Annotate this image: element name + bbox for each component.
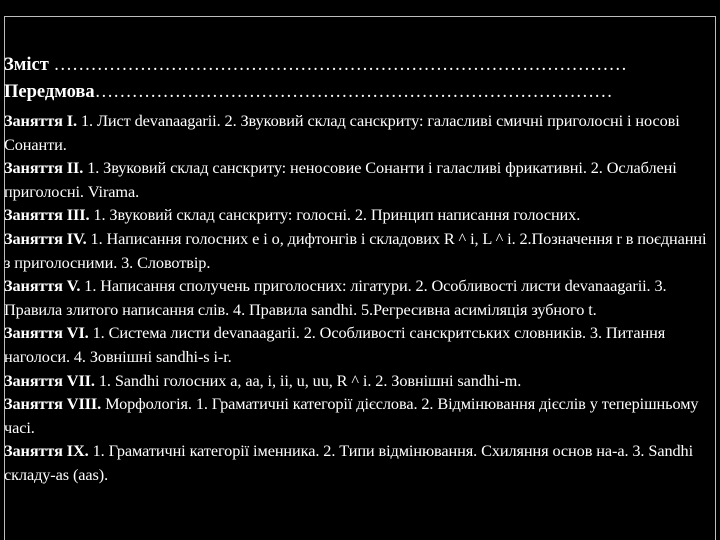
lesson-5-label: Заняття V.	[4, 276, 81, 296]
toc-contents-label: Зміст	[4, 55, 49, 75]
lesson-7	[4, 369, 710, 393]
lesson-6-text: 1. Система листи devanaagarii. 2. Особливості санскритських словників. 3. Питання наголоси. 4. Зовнішні sandhi-s і-r.	[4, 323, 666, 366]
lesson-6	[4, 321, 710, 368]
lesson-5-text: 1. Написання сполучень приголосних: лігатури. 2. Особливості листи devanaagarii. 3. Правила злитого написання слів. 4. Правила sandhi. 5.Регресивна асиміляція зубного t.	[4, 276, 667, 319]
table-of-contents	[4, 52, 710, 487]
lesson-2-text: 1. Звуковий склад санскриту: неносовие Сонанти і галасливі фрикативні. 2. Ослаблені приголосні. Virama.	[4, 158, 677, 201]
lesson-2	[4, 156, 710, 203]
lesson-8-text: Морфологія. 1. Граматичні категорії дієслова. 2. Відмінювання дієслів у теперішньому часі.	[4, 394, 699, 437]
lesson-3-label: Заняття ІІІ.	[4, 205, 90, 225]
lesson-8	[4, 392, 710, 439]
lesson-1	[4, 109, 710, 156]
lesson-9-label: Заняття IX.	[4, 441, 89, 461]
lesson-4-text: 1. Написання голосних е і о, дифтонгів і складових R ^ i, L ^ i. 2.Позначення r в поєднанні з приголосними. 3. Словотвір.	[4, 228, 707, 272]
lesson-6-label: Заняття VI.	[4, 323, 89, 343]
lesson-9	[4, 439, 710, 486]
lesson-3	[4, 203, 710, 227]
lesson-4	[4, 227, 710, 274]
lesson-7-label: Заняття VII.	[4, 370, 95, 390]
lesson-7-text: 1. Sandhi голосних a, aa, i, ii, u, uu, R ^ i. 2. Зовнішні sandhi-m.	[94, 370, 522, 390]
lesson-2-label: Заняття ІІ.	[4, 158, 84, 178]
lesson-5	[4, 274, 710, 321]
lesson-1-label: Заняття І.	[4, 111, 77, 130]
toc-contents-dots: …………………………………………………………………………………	[48, 55, 627, 75]
toc-preface-dots: …………………………………………………………………………	[94, 82, 613, 102]
lesson-1-text: 1. Лист devanaagarii. 2. Звуковий склад санскриту: галасливі смичні приголосні і носові Сонанти.	[4, 111, 680, 154]
lesson-9-text: 1. Граматичні категорії іменника. 2. Типи відмінювання. Схиляння основ на-а. 3. Sandhi складу-as (aas).	[4, 441, 693, 484]
lesson-list	[4, 109, 710, 487]
toc-preface-label: Передмова	[4, 82, 95, 102]
toc-contents-line	[4, 52, 710, 79]
lesson-4-label: Заняття IV.	[4, 228, 87, 248]
toc-preface-line	[4, 79, 710, 106]
lesson-8-label: Заняття VIII.	[4, 394, 102, 414]
lesson-3-text: 1. Звуковий склад санскриту: голосні. 2. Принцип написання голосних.	[89, 205, 581, 225]
